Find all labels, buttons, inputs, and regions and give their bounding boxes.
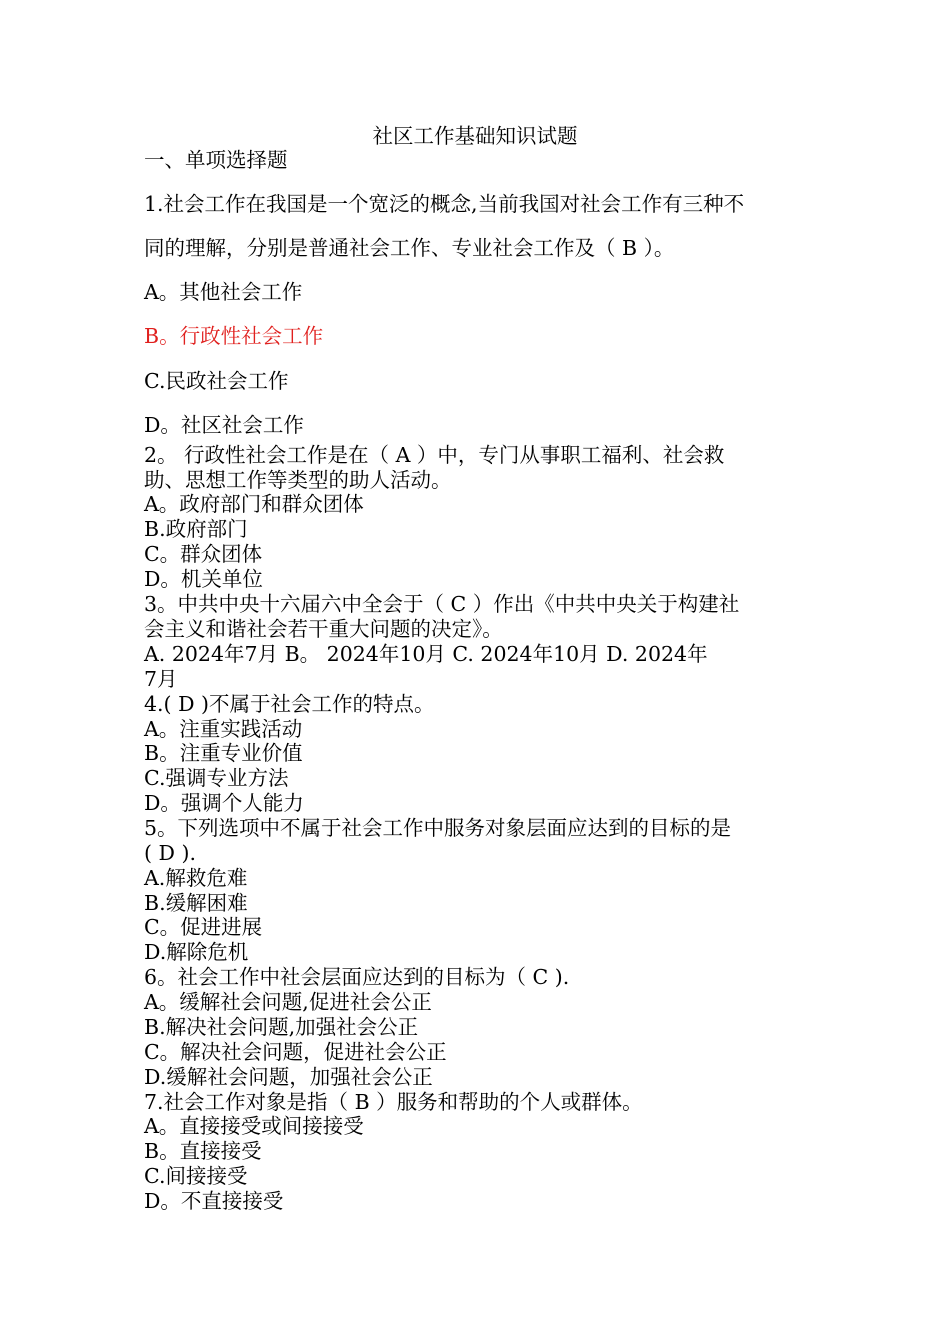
option-line: A. 2024年7月 B。 2024年10月 C. 2024年10月 D. 2024年 (144, 642, 708, 666)
question-line: 6。社会工作中社会层面应达到的目标为（ C ). (144, 965, 570, 989)
question-line: 助、思想工作等类型的助人活动。 (144, 468, 452, 492)
option-line: A。政府部门和群众团体 (144, 492, 364, 516)
question-line: 2。 行政性社会工作是在（ A ）中，专门从事职工福利、社会救 (144, 443, 725, 467)
question-line: 1.社会工作在我国是一个宽泛的概念,当前我国对社会工作有三种不 (144, 192, 745, 216)
question-line: 7.社会工作对象是指（ B ）服务和帮助的个人或群体。 (144, 1090, 643, 1114)
option-line: A。注重实践活动 (144, 717, 303, 741)
option-line: C。群众团体 (144, 542, 263, 566)
page-title: 社区工作基础知识试题 (372, 124, 578, 148)
option-line: A。缓解社会问题,促进社会公正 (144, 990, 432, 1014)
option-line: B.解决社会问题,加强社会公正 (144, 1015, 419, 1039)
option-line: 7月 (144, 667, 178, 691)
option-line: A。直接接受或间接接受 (144, 1114, 364, 1138)
question-line: 同的理解，分别是普通社会工作、专业社会工作及（ B ）。 (144, 236, 675, 260)
option-line-highlighted: B。行政性社会工作 (144, 324, 324, 348)
option-line: C。促进进展 (144, 915, 263, 939)
question-line: 4.( D )不属于社会工作的特点。 (144, 692, 435, 716)
option-line: B。注重专业价值 (144, 741, 303, 765)
option-line: A.解救危难 (144, 866, 248, 890)
option-line: D.缓解社会问题，加强社会公正 (144, 1065, 433, 1089)
question-line: ( D ). (144, 841, 196, 865)
option-line: C.强调专业方法 (144, 766, 289, 790)
option-line: C.民政社会工作 (144, 369, 289, 393)
question-line: 会主义和谐社会若干重大问题的决定》。 (144, 617, 503, 641)
option-line: B.政府部门 (144, 517, 248, 541)
option-line: D。不直接接受 (144, 1189, 284, 1213)
option-line: C.间接接受 (144, 1164, 248, 1188)
option-line: D。强调个人能力 (144, 791, 304, 815)
question-line: 3。中共中央十六届六中全会于（ C ）作出《中共中央关于构建社 (144, 592, 740, 616)
option-line: B.缓解困难 (144, 891, 248, 915)
option-line: D.解除危机 (144, 940, 249, 964)
option-line: D。机关单位 (144, 567, 263, 591)
option-line: A。其他社会工作 (144, 280, 303, 304)
option-line: C。解决社会问题，促进社会公正 (144, 1040, 447, 1064)
question-line: 5。下列选项中不属于社会工作中服务对象层面应达到的目标的是 (144, 816, 732, 840)
section-heading: 一、单项选择题 (144, 148, 288, 172)
option-line: D。社区社会工作 (144, 413, 304, 437)
option-line: B。直接接受 (144, 1139, 262, 1163)
